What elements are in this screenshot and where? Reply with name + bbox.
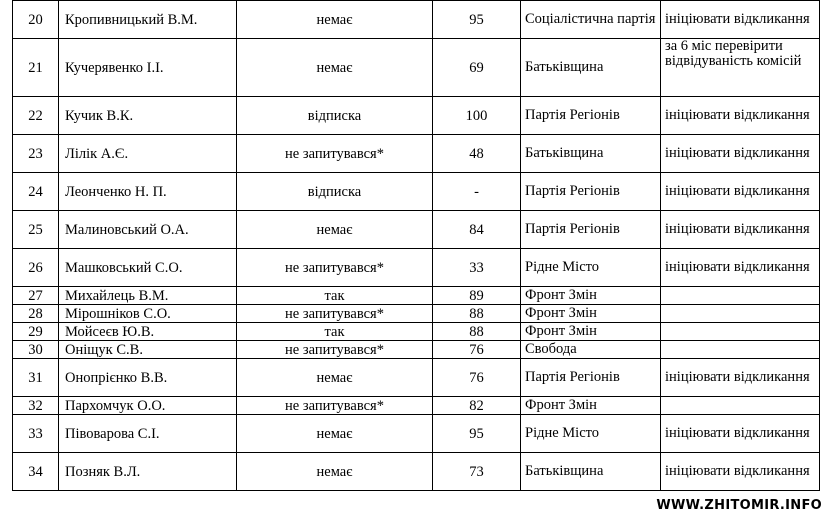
party-name: Рідне Місто — [521, 249, 661, 287]
attendance-score: 76 — [433, 341, 521, 359]
recommended-action — [661, 397, 820, 415]
row-number: 21 — [13, 39, 59, 97]
deputy-name: Леонченко Н. П. — [59, 173, 237, 211]
answer-cell: так — [237, 323, 433, 341]
party-name: Батьківщина — [521, 39, 661, 97]
row-number: 27 — [13, 287, 59, 305]
deputy-name: Лілік А.Є. — [59, 135, 237, 173]
table-row — [13, 211, 820, 249]
answer-cell: немає — [237, 359, 433, 397]
party-name: Батьківщина — [521, 453, 661, 491]
table-row — [13, 39, 820, 97]
party-name: Рідне Місто — [521, 415, 661, 453]
table-row — [13, 1, 820, 39]
table-row — [13, 97, 820, 135]
table-row — [13, 305, 820, 323]
answer-cell: немає — [237, 39, 433, 97]
row-number: 25 — [13, 211, 59, 249]
party-name: Партія Регіонів — [521, 173, 661, 211]
attendance-score: 100 — [433, 97, 521, 135]
row-number: 22 — [13, 97, 59, 135]
deputies-table — [12, 0, 820, 491]
recommended-action: ініціювати відкликання — [661, 173, 820, 211]
answer-cell: немає — [237, 453, 433, 491]
answer-cell: немає — [237, 1, 433, 39]
attendance-score: 89 — [433, 287, 521, 305]
recommended-action: ініціювати відкликання — [661, 97, 820, 135]
party-name: Батьківщина — [521, 135, 661, 173]
attendance-score: 69 — [433, 39, 521, 97]
answer-cell: не запитувався* — [237, 249, 433, 287]
recommended-action: ініціювати відкликання — [661, 249, 820, 287]
party-name: Фронт Змін — [521, 323, 661, 341]
recommended-action — [661, 287, 820, 305]
party-name: Фронт Змін — [521, 397, 661, 415]
deputy-name: Малиновський О.А. — [59, 211, 237, 249]
party-name: Фронт Змін — [521, 287, 661, 305]
answer-cell: не запитувався* — [237, 397, 433, 415]
deputy-name: Кропивницький В.М. — [59, 1, 237, 39]
row-number: 33 — [13, 415, 59, 453]
row-number: 26 — [13, 249, 59, 287]
recommended-action: ініціювати відкликання — [661, 211, 820, 249]
recommended-action: ініціювати відкликання — [661, 453, 820, 491]
party-name: Партія Регіонів — [521, 211, 661, 249]
answer-cell: відписка — [237, 173, 433, 211]
table-row — [13, 287, 820, 305]
deputy-name: Кучерявенко І.І. — [59, 39, 237, 97]
party-name: Партія Регіонів — [521, 97, 661, 135]
site-watermark: WWW.ZHITOMIR.INFO — [656, 498, 822, 513]
deputy-name: Кучик В.К. — [59, 97, 237, 135]
row-number: 30 — [13, 341, 59, 359]
deputy-name: Михайлець В.М. — [59, 287, 237, 305]
row-number: 34 — [13, 453, 59, 491]
table-row — [13, 173, 820, 211]
table-row — [13, 249, 820, 287]
attendance-score: 73 — [433, 453, 521, 491]
attendance-score: 88 — [433, 323, 521, 341]
table-body — [13, 1, 820, 491]
deputy-name: Машковський С.О. — [59, 249, 237, 287]
party-name: Фронт Змін — [521, 305, 661, 323]
answer-cell: не запитувався* — [237, 135, 433, 173]
table-row — [13, 359, 820, 397]
deputy-name: Пархомчук О.О. — [59, 397, 237, 415]
row-number: 23 — [13, 135, 59, 173]
deputy-name: Мойсеєв Ю.В. — [59, 323, 237, 341]
attendance-score: 48 — [433, 135, 521, 173]
party-name: Партія Регіонів — [521, 359, 661, 397]
answer-cell: так — [237, 287, 433, 305]
row-number: 28 — [13, 305, 59, 323]
attendance-score: 88 — [433, 305, 521, 323]
answer-cell: не запитувався* — [237, 341, 433, 359]
attendance-score: 95 — [433, 415, 521, 453]
answer-cell: немає — [237, 211, 433, 249]
table-row — [13, 323, 820, 341]
deputy-name: Оніщук С.В. — [59, 341, 237, 359]
table-row — [13, 341, 820, 359]
attendance-score: 76 — [433, 359, 521, 397]
attendance-score: - — [433, 173, 521, 211]
recommended-action — [661, 341, 820, 359]
recommended-action — [661, 323, 820, 341]
deputy-name: Онопрієнко В.В. — [59, 359, 237, 397]
table-row — [13, 415, 820, 453]
recommended-action — [661, 305, 820, 323]
attendance-score: 82 — [433, 397, 521, 415]
row-number: 32 — [13, 397, 59, 415]
row-number: 24 — [13, 173, 59, 211]
row-number: 29 — [13, 323, 59, 341]
deputy-name: Мірошніков С.О. — [59, 305, 237, 323]
table-row — [13, 453, 820, 491]
attendance-score: 33 — [433, 249, 521, 287]
attendance-score: 84 — [433, 211, 521, 249]
recommended-action: ініціювати відкликання — [661, 1, 820, 39]
deputy-name: Півоварова С.І. — [59, 415, 237, 453]
party-name: Свобода — [521, 341, 661, 359]
table-row — [13, 397, 820, 415]
recommended-action: ініціювати відкликання — [661, 135, 820, 173]
attendance-score: 95 — [433, 1, 521, 39]
deputy-name: Позняк В.Л. — [59, 453, 237, 491]
row-number: 20 — [13, 1, 59, 39]
answer-cell: немає — [237, 415, 433, 453]
recommended-action: ініціювати відкликання — [661, 415, 820, 453]
table-row — [13, 135, 820, 173]
recommended-action: за 6 міс перевірити відвідуваність комісій — [661, 39, 820, 97]
party-name: Соціалістична партія — [521, 1, 661, 39]
row-number: 31 — [13, 359, 59, 397]
answer-cell: відписка — [237, 97, 433, 135]
answer-cell: не запитувався* — [237, 305, 433, 323]
recommended-action: ініціювати відкликання — [661, 359, 820, 397]
